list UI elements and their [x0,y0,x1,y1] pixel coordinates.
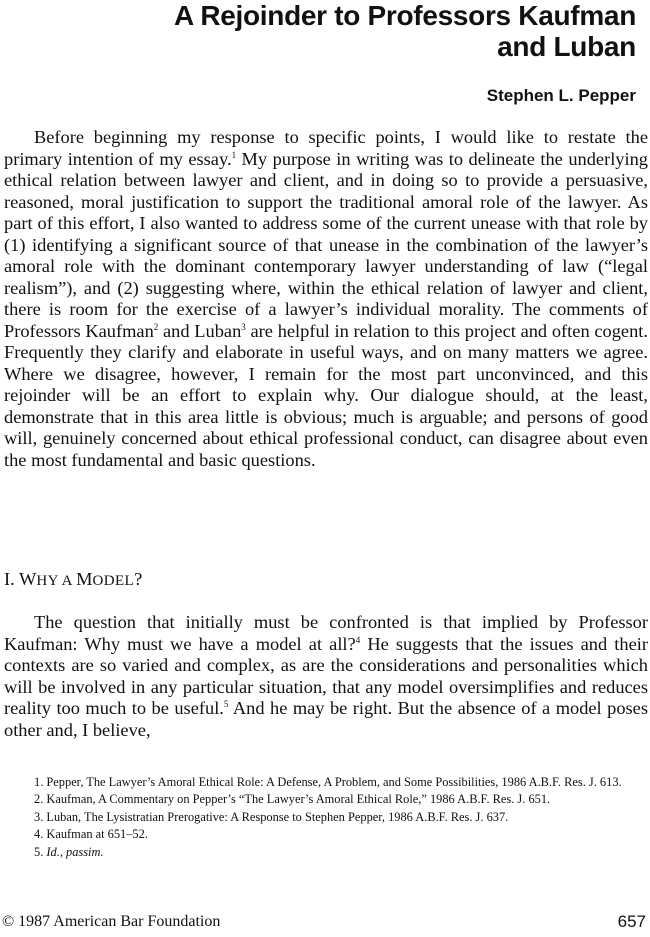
copyright-notice: © 1987 American Bar Foundation [2,913,221,930]
title-line-2: and Luban [497,31,636,62]
intro-text-a: Before beginning my response to specific points, I would like to restate the primary intention of my essay. [4,127,648,169]
heading-cap-m: M [76,569,93,589]
heading-cap-w: W [19,569,37,589]
footnote-number: 2. [34,792,44,807]
footnote-item [4,774,646,791]
intro-text-c: and Luban [158,320,242,341]
footnote-text: Id., passim. [46,844,104,859]
footnote-number: 1. [34,775,44,789]
section-text-c: And he may be right. But the absence of a model poses other and, I believe, [4,698,648,740]
section-number: I. [4,569,15,589]
footnote-ref-1: 1 [231,149,237,160]
author-name: Stephen L. Pepper [486,86,636,105]
footnote-number: 3. [34,809,44,824]
heading-sc-odel: ODEL [92,573,135,589]
footnote-ref-4: 4 [355,634,361,645]
section-heading [4,568,142,592]
article-title [36,0,636,62]
page-number: 657 [617,912,646,931]
section-text-a: The question that initially must be confronted is that implied by Professor Kaufman: Why must we have a model at all? [4,612,648,654]
intro-text-b: My purpose in writing was to delineate the underlying ethical relation between lawyer and client, and in doing so to provide a persuasive, reasoned, moral justification to support the traditional amoral role of the lawyer. As part of this effort, I also wanted to address some of the current unease with that role by (1) identifying a significant source of that unease in the combination of the lawyer’s amoral role with the dominant contemporary lawyer understanding of law (“legal realism”), and (2) suggesting where, within the ethical relation of lawyer and client, there is room for the exercise of a lawyer’s individual morality. The comments of Professors Kaufman [4,148,648,341]
footnote-number: 4. [34,827,44,842]
intro-paragraph [4,127,648,471]
footnote-text: Pepper, The Lawyer’s Amoral Ethical Role: A Defense, A Problem, and Some Possibilities, 1986 A.B.F. Res. J. 613. [46,775,622,789]
footnote-text: Luban, The Lysistratian Prerogative: A Response to Stephen Pepper, 1986 A.B.F. Res. J. 637. [46,809,509,824]
footnote-text: Kaufman at 651–52. [46,827,148,842]
footnote-number: 5. [34,844,44,859]
footnote-text: Kaufman, A Commentary on Pepper’s “The Lawyer’s Amoral Ethical Role,” 1986 A.B.F. Res. J. 651. [46,792,551,807]
footnotes-list [4,774,646,861]
section-paragraph [4,612,648,741]
footnote-item [4,791,646,808]
title-line-1: A Rejoinder to Professors Kaufman [173,0,636,31]
intro-text-d: are helpful in relation to this project and often cogent. Frequently they clarify and elaborate in useful ways, and on many matters we agree. Where we disagree, however, I remain for the most part unconvinced, and this rejoinder will be an effort to explain why. Our dialogue should, at the least, demonstrate that in this area little is obvious; much is arguable; and persons of good will, genuinely concerned about ethical professional conduct, can disagree about even the most fundamental and basic questions. [4,320,648,470]
heading-sc-why-a: HY A [36,573,77,589]
heading-question-mark: ? [134,569,143,589]
footnote-ref-2: 2 [153,321,159,332]
footnote-ref-5: 5 [223,699,229,709]
footnote-item [4,809,646,826]
footnote-ref-3: 3 [241,321,246,332]
section-text-b: He suggests that the issues and their contexts are so varied and complex, as are the considerations and personalities which will be involved in any particular situation, that any model oversimplifies and reduces reality too much to be useful. [4,633,648,718]
footnote-item [4,844,646,861]
footnote-item [4,826,646,843]
